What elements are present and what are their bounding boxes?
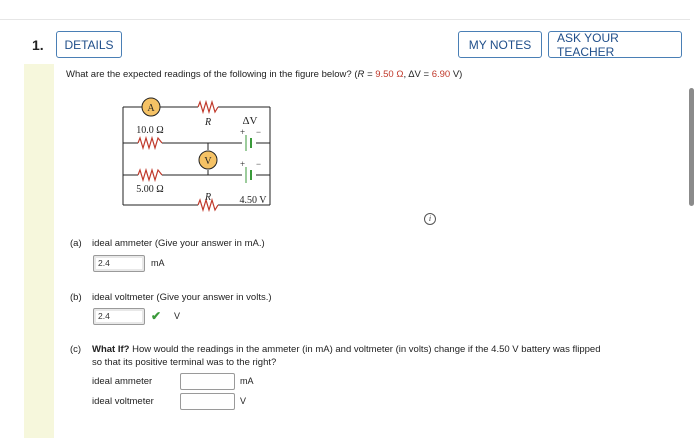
circuit-figure xyxy=(120,95,280,225)
ammeter-label: A xyxy=(147,103,155,114)
part-a-unit: mA xyxy=(151,258,165,268)
minus-sign-top: − xyxy=(256,127,262,137)
plus-sign-bottom: + xyxy=(240,159,246,169)
part-c-voltmeter-unit: V xyxy=(240,396,247,406)
plus-sign-top: + xyxy=(240,127,246,137)
part-c-prompt-line2: so that its positive terminal was to the right? xyxy=(92,357,277,368)
voltmeter-label: V xyxy=(204,156,212,167)
res-10-label: 10.0 Ω xyxy=(136,125,164,136)
minus-sign-bottom: − xyxy=(256,159,262,169)
ask-your-teacher-button[interactable]: ASK YOUR TEACHER xyxy=(548,31,682,58)
part-b-unit: V xyxy=(174,311,181,321)
part-c-prompt: (c) What If? How would the readings in the ammeter (in mA) and voltmeter (in volts) change if the 4.50 V battery was flipped xyxy=(70,344,601,355)
my-notes-button[interactable]: MY NOTES xyxy=(458,31,542,58)
r-value: 9.50 Ω xyxy=(375,69,404,80)
r-top-label: R xyxy=(204,117,212,128)
info-icon[interactable]: i xyxy=(424,213,436,225)
part-a-prompt: (a) ideal ammeter (Give your answer in mA.) xyxy=(70,238,265,249)
part-c-voltmeter-input[interactable] xyxy=(180,393,235,410)
r-bottom-label: R xyxy=(204,192,212,203)
question-prompt: What are the expected readings of the following in the figure below? (R = 9.50 Ω, ΔV = 6.90 V) xyxy=(66,69,463,80)
question-number: 1. xyxy=(32,37,44,53)
battery-dv-label: ΔV xyxy=(242,115,258,127)
part-c-ammeter-label: ideal ammeter xyxy=(92,376,153,387)
correct-check-icon: ✔ xyxy=(151,309,162,323)
part-c-ammeter-input[interactable] xyxy=(180,373,235,390)
question-side-strip xyxy=(24,64,54,438)
part-c-ammeter-unit: mA xyxy=(240,376,254,386)
details-button[interactable]: DETAILS xyxy=(56,31,122,58)
res-5-label: 5.00 Ω xyxy=(136,184,164,195)
top-divider xyxy=(0,19,690,20)
battery-450-label: 4.50 V xyxy=(239,195,267,206)
dv-value: 6.90 xyxy=(431,69,451,80)
part-a-answer-input[interactable]: 2.4 xyxy=(93,255,145,272)
part-c-voltmeter-label: ideal voltmeter xyxy=(92,396,154,407)
part-b-prompt: (b) ideal voltmeter (Give your answer in volts.) xyxy=(70,292,272,303)
page-scrollbar[interactable] xyxy=(689,88,694,206)
part-b-answer-input[interactable]: 2.4 xyxy=(93,308,145,325)
